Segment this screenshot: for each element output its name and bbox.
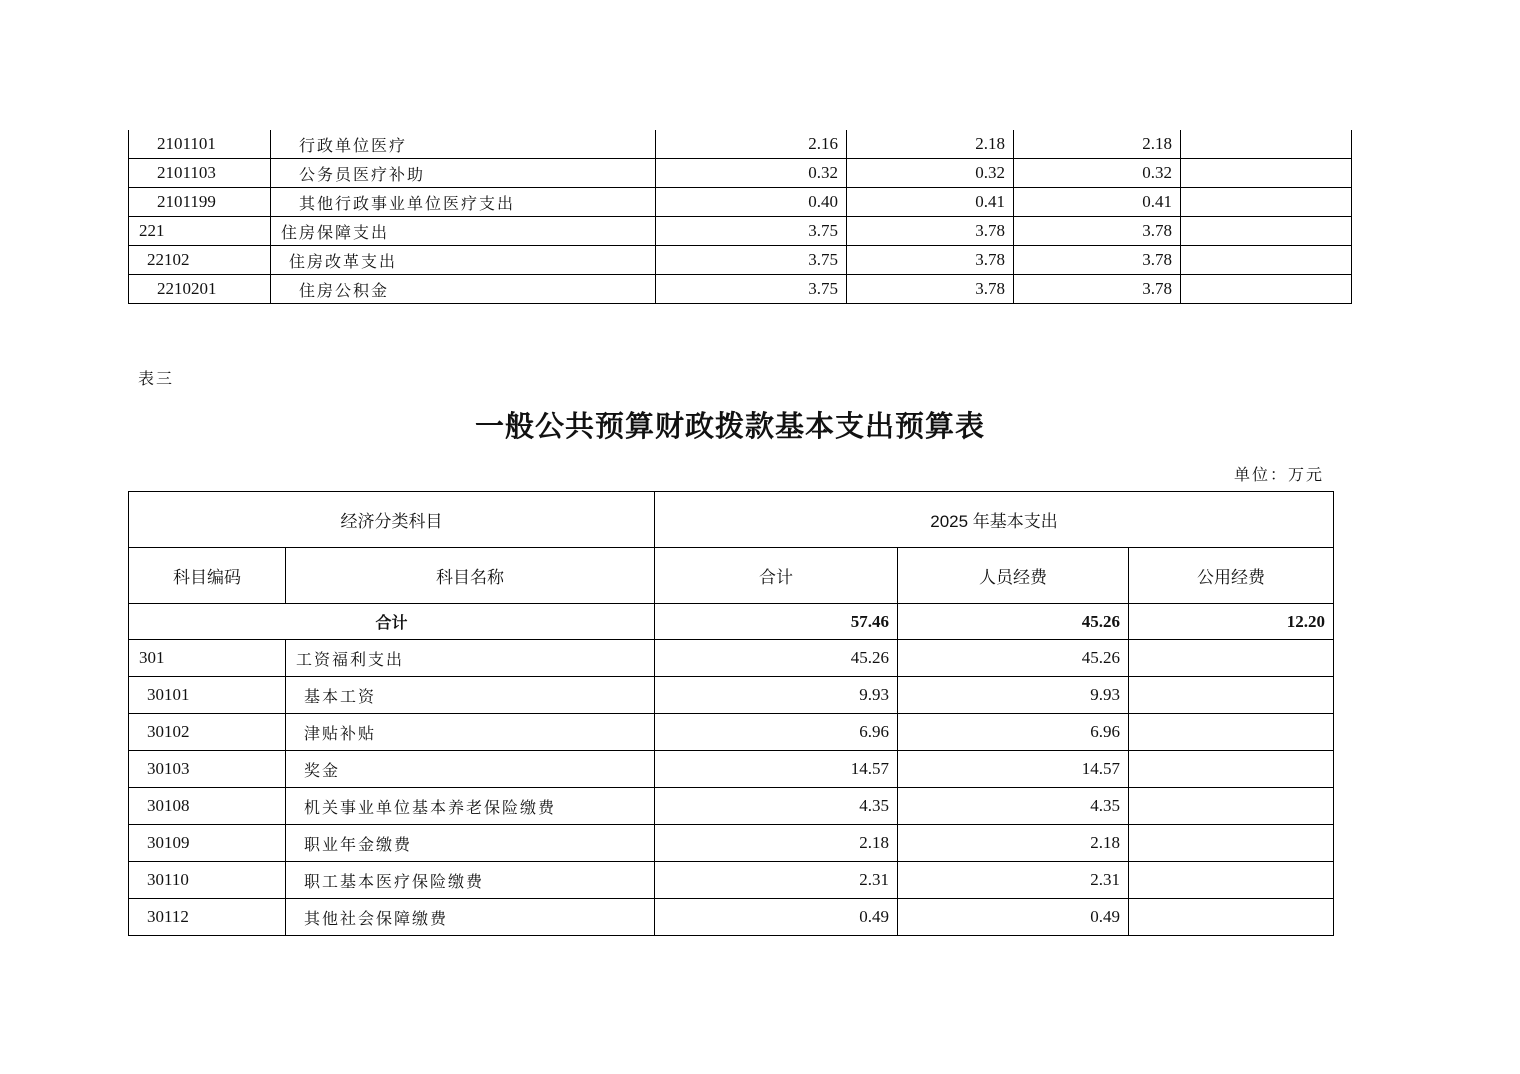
table-row — [129, 899, 1334, 936]
row-name: 其他社会保障缴费 — [286, 899, 655, 936]
row-name: 行政单位医疗 — [271, 130, 656, 159]
row-name: 机关事业单位基本养老保险缴费 — [286, 788, 655, 825]
row-personnel: 45.26 — [898, 640, 1129, 677]
row-value-2: 3.78 — [847, 275, 1014, 304]
row-name: 工资福利支出 — [286, 640, 655, 677]
row-value-1: 3.75 — [656, 246, 847, 275]
row-name: 职工基本医疗保险缴费 — [286, 862, 655, 899]
row-code: 2101103 — [129, 159, 271, 188]
row-value-2: 3.78 — [847, 246, 1014, 275]
row-value-2: 0.41 — [847, 188, 1014, 217]
header-total: 合计 — [655, 548, 898, 604]
row-code: 30101 — [129, 677, 286, 714]
table-row — [129, 825, 1334, 862]
total-label: 合计 — [129, 604, 655, 640]
row-public — [1129, 862, 1334, 899]
table-row — [129, 246, 1352, 275]
row-empty-cell — [1181, 275, 1352, 304]
total-public: 12.20 — [1129, 604, 1334, 640]
row-code: 2101199 — [129, 188, 271, 217]
row-value-1: 2.16 — [656, 130, 847, 159]
row-code: 2101101 — [129, 130, 271, 159]
row-value-3: 3.78 — [1014, 217, 1181, 246]
row-public — [1129, 640, 1334, 677]
table-row — [129, 217, 1352, 246]
row-public — [1129, 677, 1334, 714]
unit-label: 单位：万元 — [1234, 465, 1325, 484]
row-name: 其他行政事业单位医疗支出 — [271, 188, 656, 217]
header-public: 公用经费 — [1129, 548, 1334, 604]
table-row — [129, 677, 1334, 714]
row-personnel: 2.18 — [898, 825, 1129, 862]
row-value-1: 3.75 — [656, 275, 847, 304]
row-value-2: 0.32 — [847, 159, 1014, 188]
table-row — [129, 159, 1352, 188]
total-row — [129, 604, 1334, 640]
row-total: 9.93 — [655, 677, 898, 714]
row-code: 30112 — [129, 899, 286, 936]
header-name: 科目名称 — [286, 548, 655, 604]
table-row — [129, 275, 1352, 304]
row-personnel: 0.49 — [898, 899, 1129, 936]
row-empty-cell — [1181, 188, 1352, 217]
row-code: 30109 — [129, 825, 286, 862]
row-name: 职业年金缴费 — [286, 825, 655, 862]
row-name: 住房公积金 — [271, 275, 656, 304]
continuation-table — [128, 130, 1352, 304]
header-econ-class: 经济分类科目 — [129, 492, 655, 548]
row-value-1: 3.75 — [656, 217, 847, 246]
row-value-3: 0.41 — [1014, 188, 1181, 217]
row-code: 301 — [129, 640, 286, 677]
row-value-1: 0.32 — [656, 159, 847, 188]
row-public — [1129, 714, 1334, 751]
table-row — [129, 130, 1352, 159]
total-sum: 57.46 — [655, 604, 898, 640]
continuation-table-body — [129, 130, 1352, 304]
total-personnel: 45.26 — [898, 604, 1129, 640]
row-code: 22102 — [129, 246, 271, 275]
row-total: 2.31 — [655, 862, 898, 899]
row-value-3: 2.18 — [1014, 130, 1181, 159]
row-total: 4.35 — [655, 788, 898, 825]
row-empty-cell — [1181, 130, 1352, 159]
row-empty-cell — [1181, 159, 1352, 188]
row-total: 14.57 — [655, 751, 898, 788]
row-total: 0.49 — [655, 899, 898, 936]
header-code: 科目编码 — [129, 548, 286, 604]
page-title: 一般公共预算财政拨款基本支出预算表 — [474, 409, 985, 443]
row-name: 津贴补贴 — [286, 714, 655, 751]
row-name: 公务员医疗补助 — [271, 159, 656, 188]
row-public — [1129, 788, 1334, 825]
row-personnel: 14.57 — [898, 751, 1129, 788]
row-value-3: 3.78 — [1014, 275, 1181, 304]
row-code: 30108 — [129, 788, 286, 825]
row-public — [1129, 899, 1334, 936]
row-value-3: 3.78 — [1014, 246, 1181, 275]
row-name: 基本工资 — [286, 677, 655, 714]
row-personnel: 6.96 — [898, 714, 1129, 751]
row-public — [1129, 751, 1334, 788]
row-name: 奖金 — [286, 751, 655, 788]
row-total: 45.26 — [655, 640, 898, 677]
row-empty-cell — [1181, 246, 1352, 275]
table-row — [129, 788, 1334, 825]
table-label: 表三 — [138, 369, 175, 388]
row-name: 住房保障支出 — [271, 217, 656, 246]
header-basic-exp: 2025 年基本支出 — [655, 492, 1334, 548]
budget-table — [128, 491, 1334, 936]
row-personnel: 4.35 — [898, 788, 1129, 825]
row-value-2: 3.78 — [847, 217, 1014, 246]
row-public — [1129, 825, 1334, 862]
table-row — [129, 714, 1334, 751]
row-code: 30110 — [129, 862, 286, 899]
row-personnel: 9.93 — [898, 677, 1129, 714]
row-code: 221 — [129, 217, 271, 246]
row-code: 30102 — [129, 714, 286, 751]
header-row-1 — [129, 492, 1334, 548]
table-row — [129, 640, 1334, 677]
row-empty-cell — [1181, 217, 1352, 246]
table-row — [129, 751, 1334, 788]
budget-table-body — [129, 604, 1334, 936]
row-value-1: 0.40 — [656, 188, 847, 217]
row-code: 2210201 — [129, 275, 271, 304]
row-name: 住房改革支出 — [271, 246, 656, 275]
table-row — [129, 862, 1334, 899]
row-total: 6.96 — [655, 714, 898, 751]
header-row-2 — [129, 548, 1334, 604]
row-personnel: 2.31 — [898, 862, 1129, 899]
row-value-3: 0.32 — [1014, 159, 1181, 188]
row-code: 30103 — [129, 751, 286, 788]
row-total: 2.18 — [655, 825, 898, 862]
row-value-2: 2.18 — [847, 130, 1014, 159]
header-personnel: 人员经费 — [898, 548, 1129, 604]
table-row — [129, 188, 1352, 217]
